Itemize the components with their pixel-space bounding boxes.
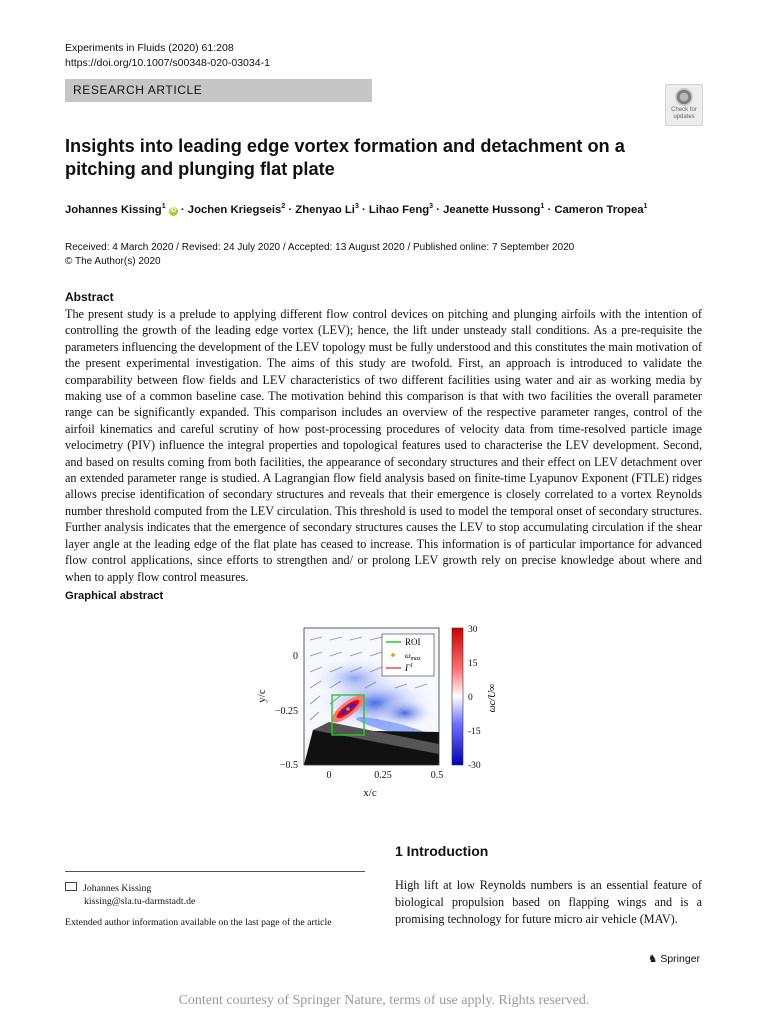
journal-doi[interactable]: https://doi.org/10.1007/s00348-020-03034-1 [65, 57, 270, 69]
history-dates: Received: 4 March 2020 / Revised: 24 July 2020 / Accepted: 13 August 2020 / Published online: 7 September 2020 [65, 242, 575, 253]
check-for-updates-badge[interactable]: Check for updates [665, 84, 703, 126]
author-name[interactable]: Cameron Tropea$^1$ [554, 203, 648, 216]
author-list: Johannes Kissing$^1$ iD · Jochen Kriegseis$^2$ · Zhenyao $Li^3$ · Lihao Feng$^3$ · Jeanette Hussong$^1$ · Cameron Tropea$^1$ [65, 203, 648, 216]
x-tick-label: 0.25 [374, 770, 392, 781]
publication-dates [65, 241, 574, 268]
article-type-banner: RESEARCH ARTICLE [65, 79, 372, 102]
x-tick-label: 0 [326, 770, 332, 781]
omega-max-marker [346, 707, 350, 711]
footnote-name: Johannes Kissing [83, 883, 152, 894]
author-name[interactable]: Lihao Feng$^3$ [368, 203, 434, 216]
legend-omega-label: $\omega_{max}$ [405, 651, 421, 662]
introduction-text: High lift at low Reynolds numbers is an essential feature of biological propulsion based on flapping wings and is a promising technology for future micro air vehicle (MAV). [395, 878, 702, 926]
author-name[interactable]: Jeanette Hussong$^1$ [443, 203, 545, 216]
colorbar [452, 625, 498, 771]
colorbar-tick: 0 [468, 693, 473, 703]
springer-horse-icon: ♞ [648, 953, 658, 965]
graphical-abstract-figure [255, 618, 525, 808]
colorbar-tick: -30 [468, 761, 481, 771]
springer-logo: ♞ Springer [648, 953, 701, 965]
footnote-divider [65, 871, 365, 872]
journal-header [65, 41, 270, 71]
y-tick-label: −0.25 [274, 706, 298, 717]
legend-box [382, 634, 434, 676]
author-name[interactable]: Johannes Kissing$^1$ [65, 203, 166, 216]
legend-omega-swatch [391, 653, 395, 657]
author-name[interactable]: Zhenyao Li$^3$ [295, 203, 359, 216]
colorbar-tick: 30 [468, 625, 478, 635]
footnote-email[interactable]: kissing@sla.tu-darmstadt.de [84, 896, 196, 908]
abstract-text: The present study is a prelude to applying different flow control devices on pitching and plunging airfoils with the intention of controlling the growth of the leading edge vortex (LEV); hence, the lift under unsteady stall conditions. As a pre-requisite the parameters influencing the development of the LEV topology must be fully understood and this constitutes the main motivation of the present experimental investigation. The aims of this study are twofold. First, an approach is introduced to validate the comparability between flow fields and LEV characteristics of two different facilities using water and air as working media by making use of a common baseline case. The motivation behind this comparison is that with two facilities the overall parameter range can be significantly expanded. This comparison includes an overview of the respective parameter ranges, control of the airfoil kinematics and careful scrutiny of how post-processing procedures of velocity data from time-resolved particle image velocimetry (PIV) influence the integral properties and topological features used to characterise the LEV development. Second, and based on results coming from both facilities, the appearance of secondary structures and their effect on LEV detachment over an extended parameter range is studied. A Lagrangian flow field analysis based on finite-time Lyapunov Exponent (FTLE) ridges allows precise identification of secondary structures and reveals that their emergence is closely correlated to a vortex Reynolds number threshold computed from the LEV circulation. This threshold is used to model the temporal onset of secondary structures. Further analysis indicates that the emergence of secondary structures causes the LEV to stop accumulating circulation if the shear layer angle at the leading edge of the flat plate has ceased to increase. This information is of particular importance for advanced flow control applications, since efforts to strengthen and/ or prolong LEV growth rely on precise knowledge about where and when to apply flow control measures. [65, 307, 702, 584]
y-tick-label: 0 [293, 651, 298, 662]
abstract-heading: Abstract [65, 290, 114, 304]
courtesy-notice: Content courtesy of Springer Nature, terms of use apply. Rights reserved. [178, 993, 590, 1008]
colorbar-tick: 15 [468, 659, 478, 669]
section-heading-introduction: 1 Introduction [395, 843, 489, 859]
legend-roi-label: ROI [405, 637, 421, 647]
colorbar-label: ωc/U∞ [487, 683, 498, 713]
envelope-icon [65, 882, 77, 891]
article-title: Insights into leading edge vortex formation and detachment on a pitching and plunging flat plate [65, 136, 625, 179]
x-axis-label: x/c [363, 787, 377, 799]
copyright-notice: © The Author(s) 2020 [65, 255, 161, 267]
graphical-abstract-heading: Graphical abstract [65, 590, 164, 602]
colorbar-tick: -15 [468, 727, 481, 737]
legend-gamma-label: $\Gamma^1$ [405, 663, 414, 673]
corresponding-author-footnote [65, 882, 375, 930]
vorticity-field-plot [255, 618, 525, 803]
footnote-extra-info: Extended author information available on the last page of the article [65, 917, 332, 929]
update-icon [675, 88, 693, 106]
y-tick-label: −0.5 [279, 760, 298, 771]
y-axis-label: y/c [256, 689, 268, 703]
orcid-icon[interactable]: iD [170, 207, 177, 214]
journal-citation: Experiments in Fluids (2020) 61:208 [65, 42, 234, 54]
x-tick-label: 0.5 [430, 770, 444, 781]
author-name[interactable]: Jochen Kriegseis$^2$ [187, 203, 286, 216]
